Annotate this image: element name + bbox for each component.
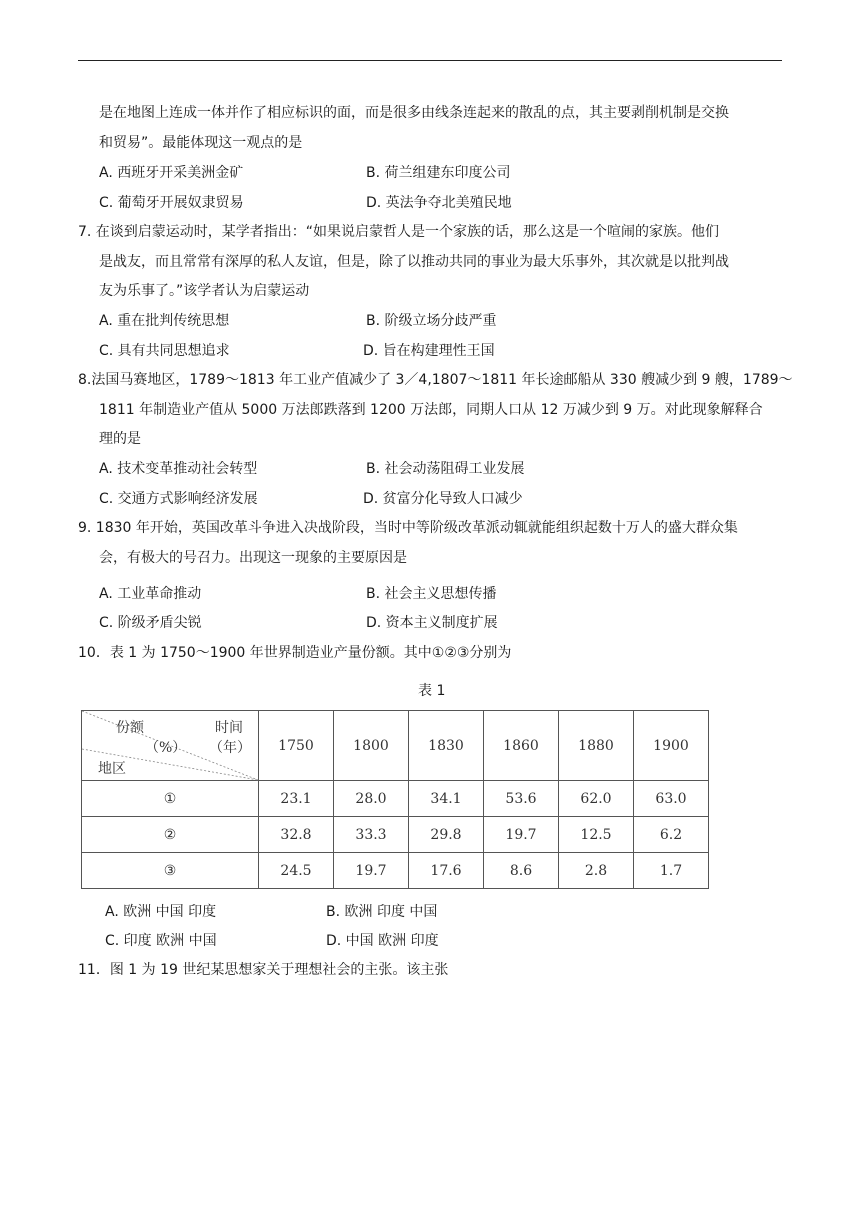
q7-option-d: D. 旨在构建理性王国 [363, 343, 495, 359]
q6-option-c: C. 葡萄牙开展奴隶贸易 [99, 195, 244, 211]
table-row [82, 817, 709, 853]
q8-stem-line-2: 1811 年制造业产值从 5000 万法郎跌落到 1200 万法郎，同期人口从 12 万减少到 9 万。对此现象解释合 [99, 402, 763, 418]
q9-option-c: C. 阶级矛盾尖锐 [99, 615, 202, 631]
table-cell: 19.7 [484, 817, 559, 853]
q8-option-a: A. 技术变革推动社会转型 [99, 461, 258, 477]
table-row [82, 853, 709, 889]
corner-year-label: （年） [209, 740, 251, 756]
table-cell: 28.0 [334, 781, 409, 817]
manufacturing-share-table [81, 710, 709, 889]
q7-option-b: B. 阶级立场分歧严重 [366, 313, 497, 329]
table-cell: 53.6 [484, 781, 559, 817]
year-header: 1830 [409, 711, 484, 781]
year-header: 1900 [634, 711, 709, 781]
year-header: 1750 [259, 711, 334, 781]
q9-stem-line-1: 9. 1830 年开始，英国改革斗争进入决战阶段，当时中等阶级改革派动辄就能组织起数十万人的盛大群众集 [78, 520, 738, 536]
q11-stem-line-1: 11．图 1 为 19 世纪某思想家关于理想社会的主张。该主张 [78, 962, 449, 978]
table-cell: 2.8 [559, 853, 634, 889]
table-cell: 6.2 [634, 817, 709, 853]
q10-option-d: D. 中国 欧洲 印度 [326, 933, 439, 949]
table-row [82, 781, 709, 817]
q8-stem-line-1: 8.法国马赛地区，1789～1813 年工业产值减少了 3／4,1807～1811 年长途邮船从 330 艘减少到 9 艘，1789～ [78, 372, 793, 388]
table-cell: 32.8 [259, 817, 334, 853]
table-cell: 34.1 [409, 781, 484, 817]
table-caption: 表 1 [418, 683, 446, 699]
q6-option-d: D. 英法争夺北美殖民地 [366, 195, 512, 211]
table-corner-header [82, 711, 259, 781]
q7-option-c: C. 具有共同思想追求 [99, 343, 230, 359]
corner-share-label: 份额 [116, 720, 144, 736]
table-cell: 12.5 [559, 817, 634, 853]
q7-option-a: A. 重在批判传统思想 [99, 313, 230, 329]
q8-option-b: B. 社会动荡阻碍工业发展 [366, 461, 525, 477]
q6-option-a: A. 西班牙开采美洲金矿 [99, 165, 244, 181]
q10-option-a: A. 欧洲 中国 印度 [105, 904, 217, 920]
q6-option-b: B. 荷兰组建东印度公司 [366, 165, 511, 181]
q10-option-c: C. 印度 欧洲 中国 [105, 933, 217, 949]
q9-option-d: D. 资本主义制度扩展 [366, 615, 498, 631]
year-header: 1880 [559, 711, 634, 781]
q8-option-c: C. 交通方式影响经济发展 [99, 491, 258, 507]
q7-stem-line-1: 7. 在谈到启蒙运动时，某学者指出：“如果说启蒙哲人是一个家族的话，那么这是一个喧闹的家族。他们 [78, 224, 720, 240]
table-cell: 1.7 [634, 853, 709, 889]
q7-stem-line-2: 是战友，而且常常有深厚的私人友谊，但是，除了以推动共同的事业为最大乐事外，其次就是以批判战 [99, 254, 729, 270]
q8-stem-line-3: 理的是 [99, 431, 141, 447]
q10-stem-line-1: 10．表 1 为 1750～1900 年世界制造业产量份额。其中①②③分别为 [78, 645, 512, 661]
table-cell: 19.7 [334, 853, 409, 889]
q9-option-b: B. 社会主义思想传播 [366, 586, 497, 602]
region-label: ② [82, 817, 259, 853]
q9-stem-line-2: 会，有极大的号召力。出现这一现象的主要原因是 [99, 550, 407, 566]
table-cell: 23.1 [259, 781, 334, 817]
year-header: 1800 [334, 711, 409, 781]
header-rule [78, 60, 782, 61]
table-cell: 17.6 [409, 853, 484, 889]
table-cell: 24.5 [259, 853, 334, 889]
table-cell: 63.0 [634, 781, 709, 817]
table-cell: 62.0 [559, 781, 634, 817]
corner-region-label: 地区 [98, 761, 126, 777]
q8-option-d: D. 贫富分化导致人口减少 [363, 491, 523, 507]
corner-time-label: 时间 [215, 720, 243, 736]
table-cell: 33.3 [334, 817, 409, 853]
table-header-row [82, 711, 709, 781]
q10-option-b: B. 欧洲 印度 中国 [326, 904, 438, 920]
year-header: 1860 [484, 711, 559, 781]
table-cell: 29.8 [409, 817, 484, 853]
region-label: ③ [82, 853, 259, 889]
corner-percent-label: （%） [145, 740, 187, 756]
table-cell: 8.6 [484, 853, 559, 889]
q7-stem-line-3: 友为乐事了。”该学者认为启蒙运动 [99, 283, 310, 299]
q6-stem-line-2: 和贸易”。最能体现这一观点的是 [99, 135, 303, 151]
q9-option-a: A. 工业革命推动 [99, 586, 202, 602]
q6-stem-line-1: 是在地图上连成一体并作了相应标识的面，而是很多由线条连起来的散乱的点，其主要剥削机制是交换 [99, 105, 729, 121]
region-label: ① [82, 781, 259, 817]
